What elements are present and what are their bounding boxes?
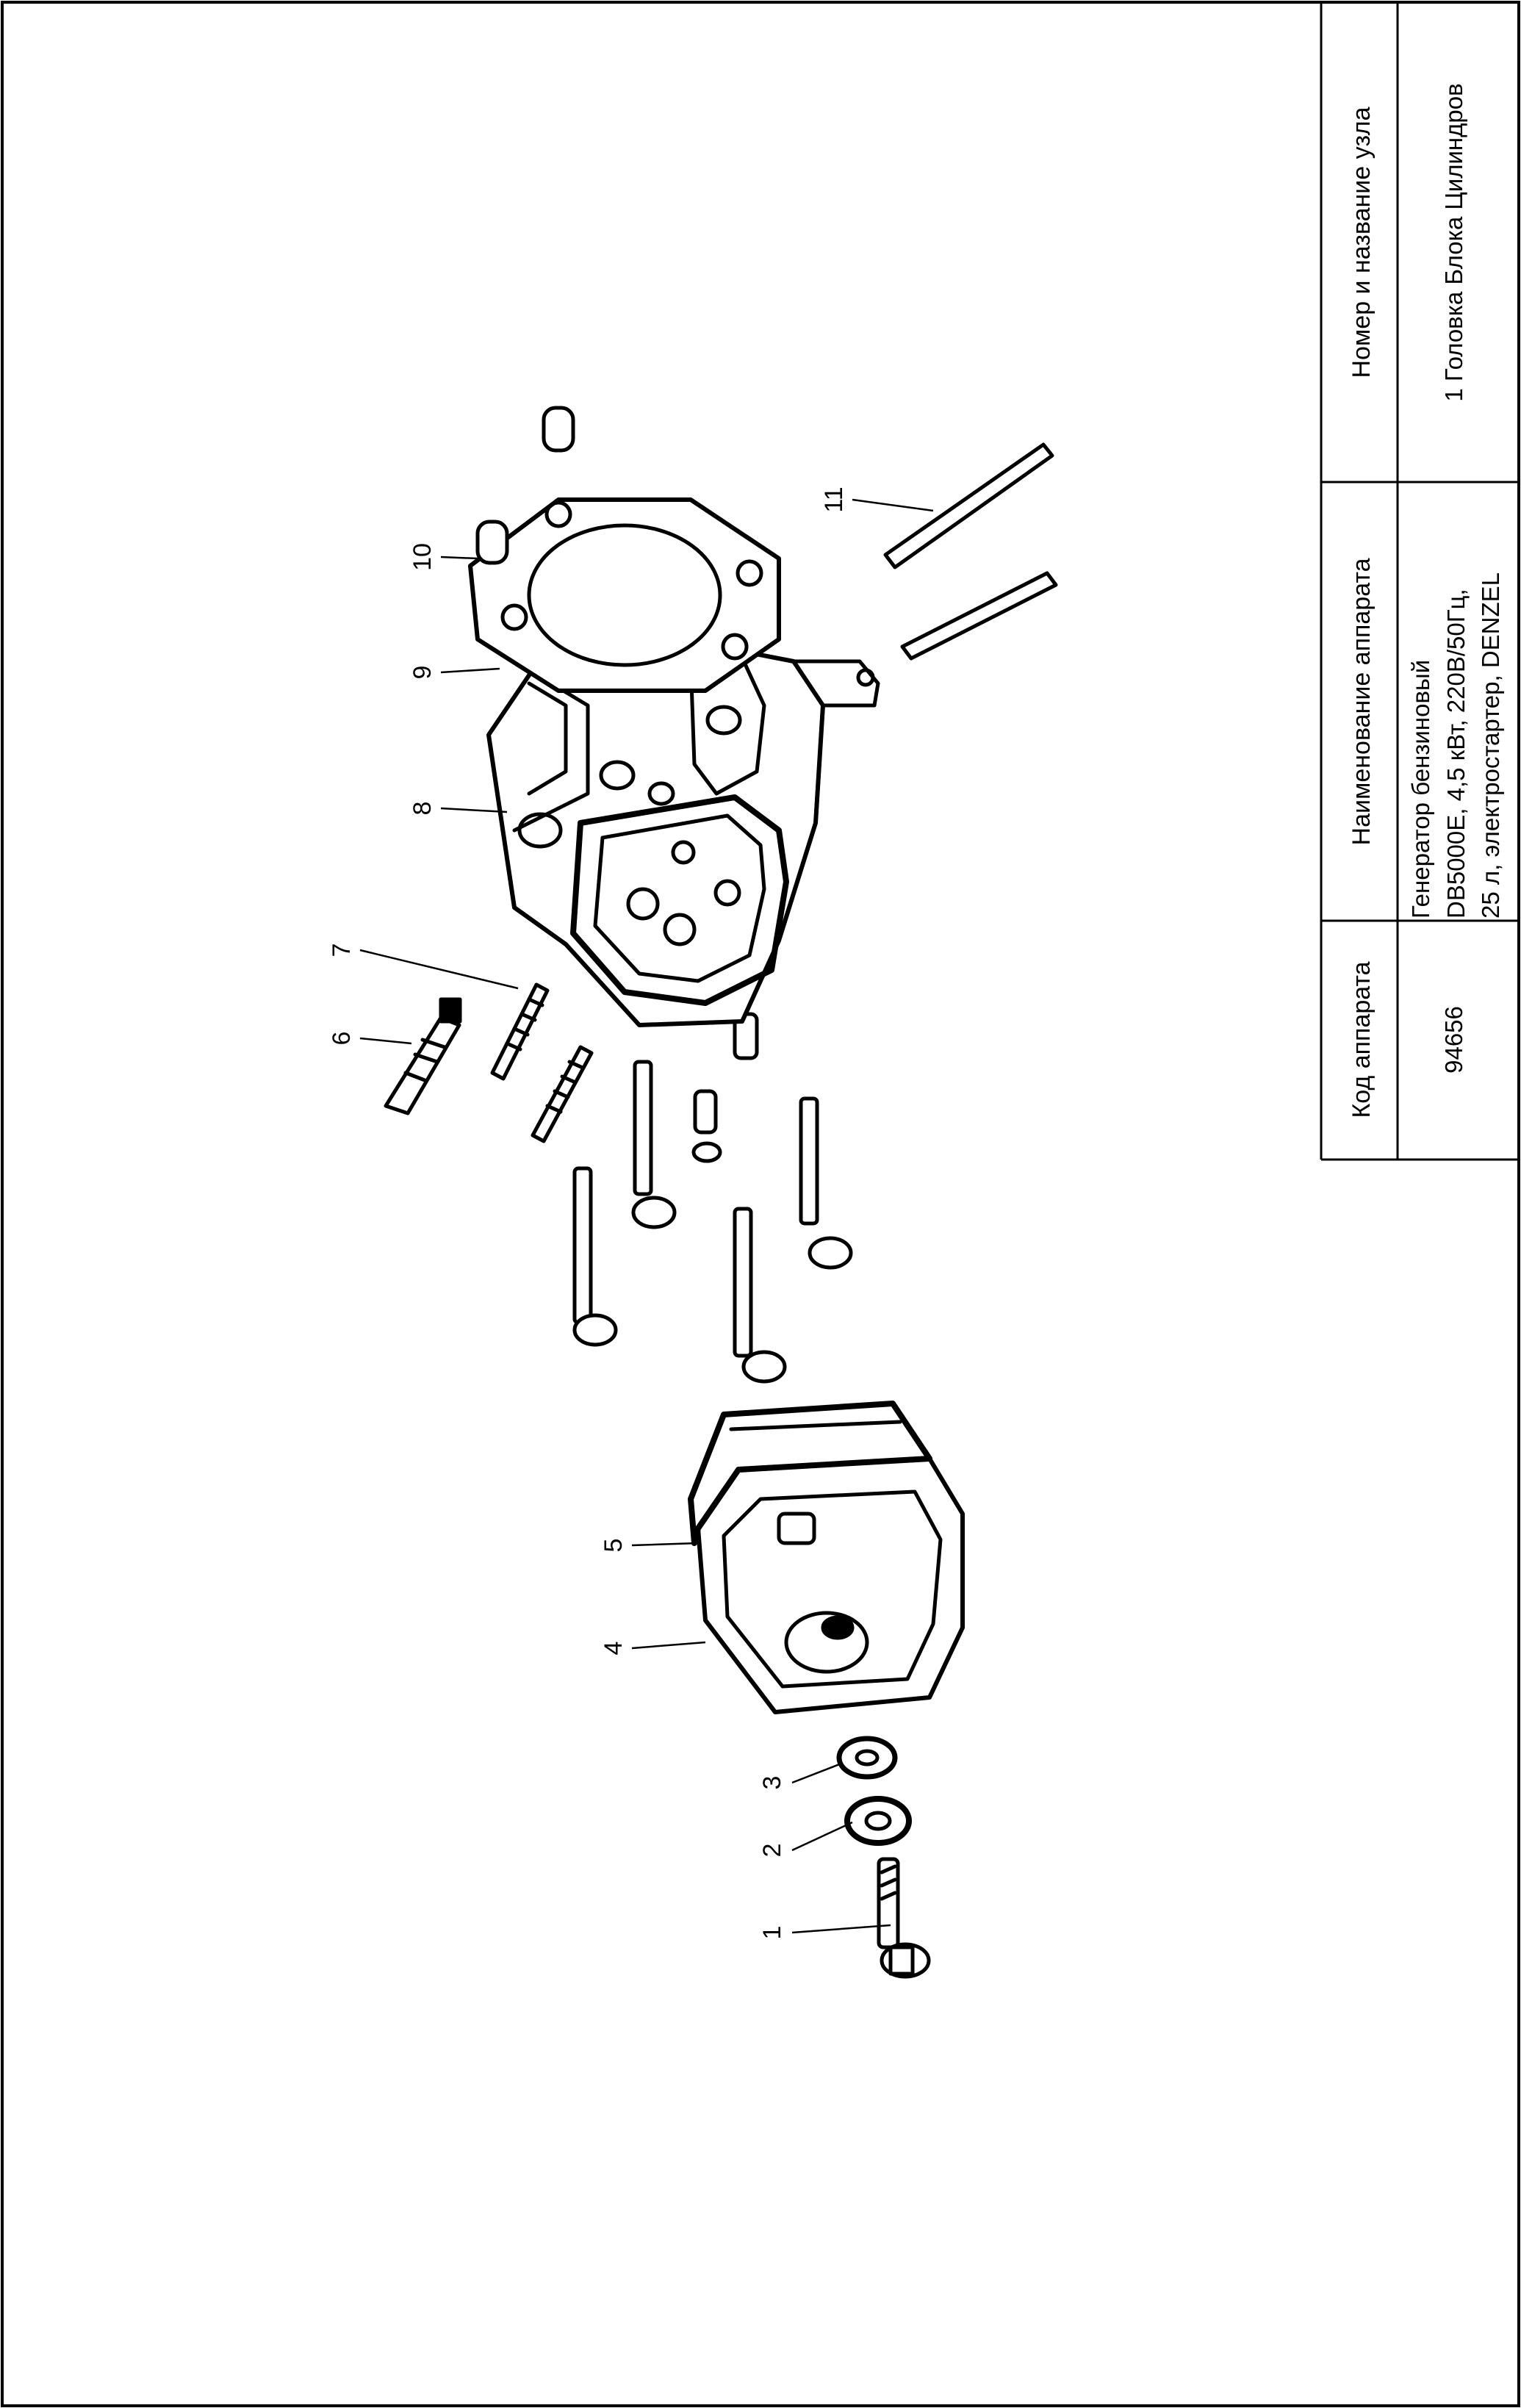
device-name-line-1: Генератор бензиновый	[1407, 659, 1434, 919]
part-4-valve-cover	[698, 1459, 963, 1712]
part-11-studs	[885, 445, 1056, 658]
exploded-view	[386, 408, 1056, 1977]
part-1-bolt	[879, 1859, 929, 1977]
device-name-line-3: 25 л, электростартер, DENZEL	[1477, 572, 1504, 919]
unit-value: 1 Головка Блока Цилиндров	[1440, 83, 1467, 402]
part-3-seal	[839, 1739, 895, 1777]
part-6-spark-plug	[386, 999, 460, 1113]
part-2-washer	[847, 1799, 909, 1843]
part-9-head-gasket	[470, 500, 779, 691]
callout-1: 1	[758, 1925, 786, 1940]
sheet-border	[2, 2, 1519, 2406]
callout-2: 2	[758, 1843, 786, 1858]
callout-5: 5	[600, 1538, 628, 1553]
callout-7: 7	[328, 943, 356, 957]
header-code: Код аппарата	[1348, 961, 1376, 1118]
header-unit: Номер и название узла	[1348, 107, 1376, 378]
callout-8: 8	[409, 801, 436, 816]
device-name-line-2: DB5000E, 4,5 кВт, 220В/50Гц,	[1442, 589, 1470, 919]
callout-3: 3	[758, 1775, 786, 1790]
callout-6: 6	[328, 1031, 356, 1046]
code-value: 94656	[1440, 1006, 1467, 1074]
callout-4: 4	[600, 1641, 628, 1656]
cover-bolts	[575, 1014, 851, 1381]
callout-11: 11	[820, 486, 848, 513]
part-7-studs	[492, 985, 592, 1141]
callout-9: 9	[409, 665, 436, 680]
header-device-name: Наименование аппарата	[1348, 558, 1376, 846]
callout-10: 10	[409, 543, 436, 571]
